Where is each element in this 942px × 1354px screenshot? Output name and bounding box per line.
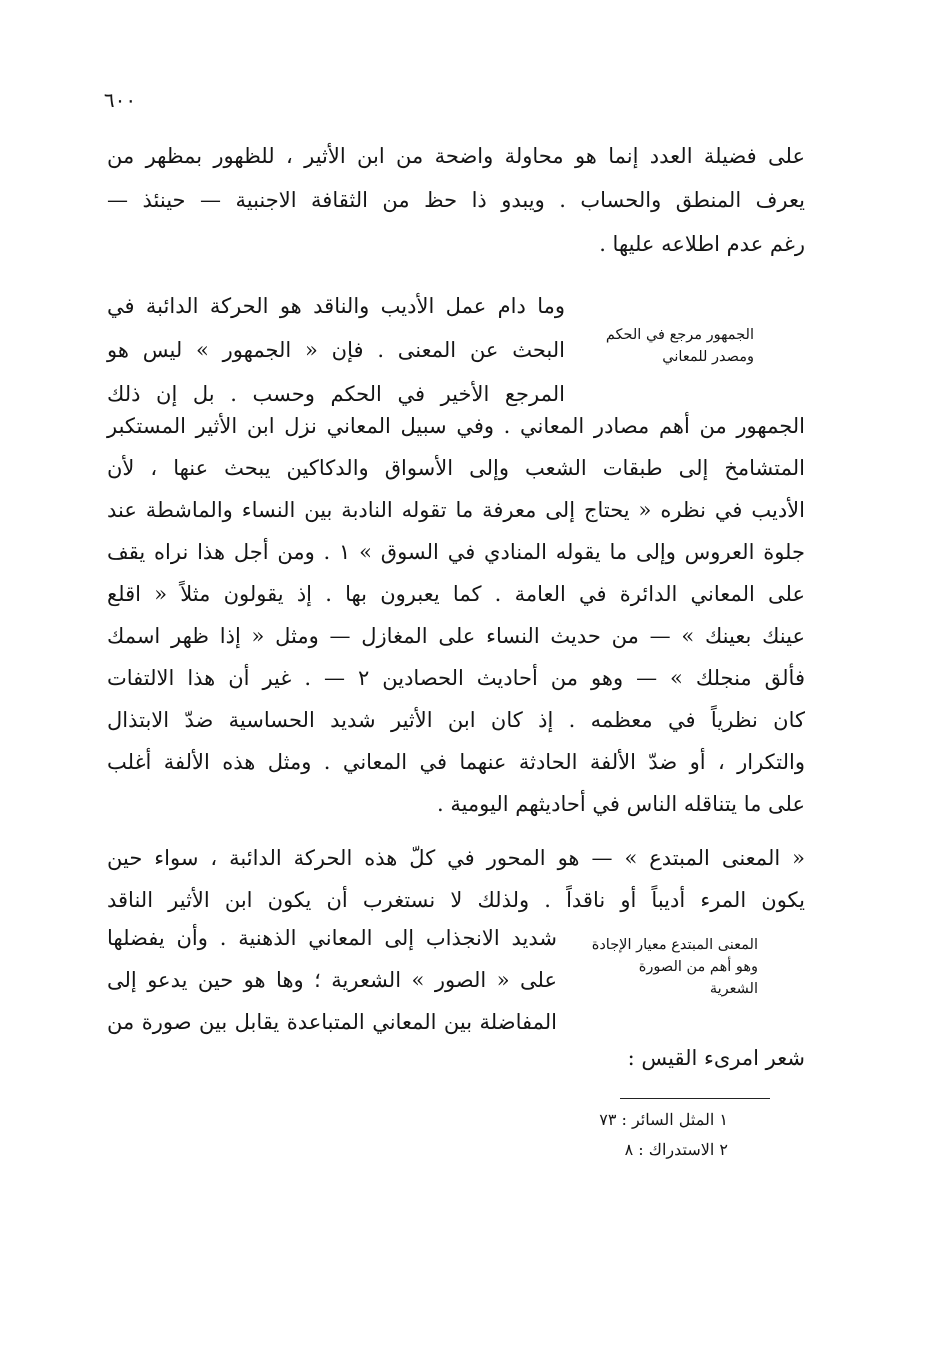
margin-note-1 — [604, 324, 754, 368]
text-line: والتكرار ، أو ضدّ الألفة الحادثة عنهما في المعاني . ومثل هذه الألفة أغلب — [107, 750, 805, 774]
margin-note-line: ومصدر للمعاني — [662, 349, 754, 365]
paragraph-3-end — [107, 1038, 805, 1082]
text-line: رغم عدم اطلاعه عليها . — [599, 232, 805, 256]
text-line: يكون المرء أديباً أو ناقداً . ولذلك لا نستغرب أن يكون ابن الأثير الناقد — [107, 888, 805, 912]
footnote-1: ١ المثل السائر : ٧٣ — [599, 1110, 728, 1129]
text-line: على « الصور » الشعرية ؛ وها هو حين يدعو إلى — [107, 968, 557, 992]
text-line: البحث عن المعنى . فإن « الجمهور » ليس هو — [107, 338, 565, 362]
text-line: يعرف المنطق والحساب . ويبدو ذا حظ من الثقافة الاجنبية — حينئذ — — [107, 188, 805, 212]
text-line: على المعاني الدائرة في العامة . كما يعبرون بها . إذ يقولون مثلاً « اقلع — [107, 582, 805, 606]
text-line: على ما يتناقله الناس في أحاديثهم اليومية . — [436, 792, 805, 816]
paragraph-2-narrow — [107, 286, 565, 416]
text-line: جلوة العروس وإلى ما يقوله المنادي في السوق » ١ . ومن أجل هذا نراه يقف — [107, 540, 805, 564]
margin-note-line: الشعرية — [709, 981, 758, 997]
margin-note-line: وهو أهم من الصورة — [638, 959, 758, 975]
margin-note-line: المعنى المبتدع معيار الإجادة — [591, 937, 758, 953]
text-line: عينك بعينك » — من حديث النساء على المغازل — ومثل « إذا ظهر اسمك — [107, 624, 805, 648]
text-line: على فضيلة العدد إنما هو محاولة واضحة من ابن الأثير ، للظهور بمظهر من — [107, 144, 805, 168]
text-line: المتشامخ إلى طبقات الشعب وإلى الأسواق والدكاكين يبحث عنها ، لأن — [107, 456, 805, 480]
footnote-2: ٢ الاستدراك : ٨ — [624, 1140, 728, 1159]
text-line: الأديب في نظره « يحتاج إلى معرفة ما تقوله النادبة بين النساء والماشطة عند — [107, 498, 805, 522]
text-line: كان نظرياً في معظمه . إذ كان ابن الأثير شديد الحساسية ضدّ الابتذال — [107, 708, 805, 732]
paragraph-2 — [107, 406, 805, 826]
text-line: شديد الانجذاب إلى المعاني الذهنية . وأن يفضلها — [107, 926, 557, 950]
margin-note-2 — [588, 934, 758, 1000]
margin-note-line: الجمهور مرجع في الحكم — [605, 327, 754, 343]
footnote-separator — [620, 1098, 770, 1099]
page-number: ٦٠٠ — [103, 88, 137, 112]
paragraph-3 — [107, 838, 805, 922]
text-line: وما دام عمل الأديب والناقد هو الحركة الدائبة في — [107, 294, 565, 318]
paragraph-1 — [107, 136, 805, 266]
text-line: الجمهور من أهم مصادر المعاني . وفي سبيل المعاني نزل ابن الأثير المستكبر — [107, 414, 805, 438]
text-line: شعر امرىء القيس : — [627, 1046, 805, 1070]
paragraph-3-narrow — [107, 918, 557, 1048]
text-line: فألق منجلك » — وهو من أحاديث الحصادين ٢ — . غير أن هذا الالتفات — [107, 666, 805, 690]
text-line: المفاضلة بين المعاني المتباعدة يقابل بين صورة من — [107, 1010, 557, 1034]
text-line: المرجع الأخير في الحكم وحسب . بل إن ذلك — [107, 382, 565, 406]
text-line: « المعنى المبتدع » — هو المحور في كلّ هذه الحركة الدائبة ، سواء حين — [107, 846, 805, 870]
